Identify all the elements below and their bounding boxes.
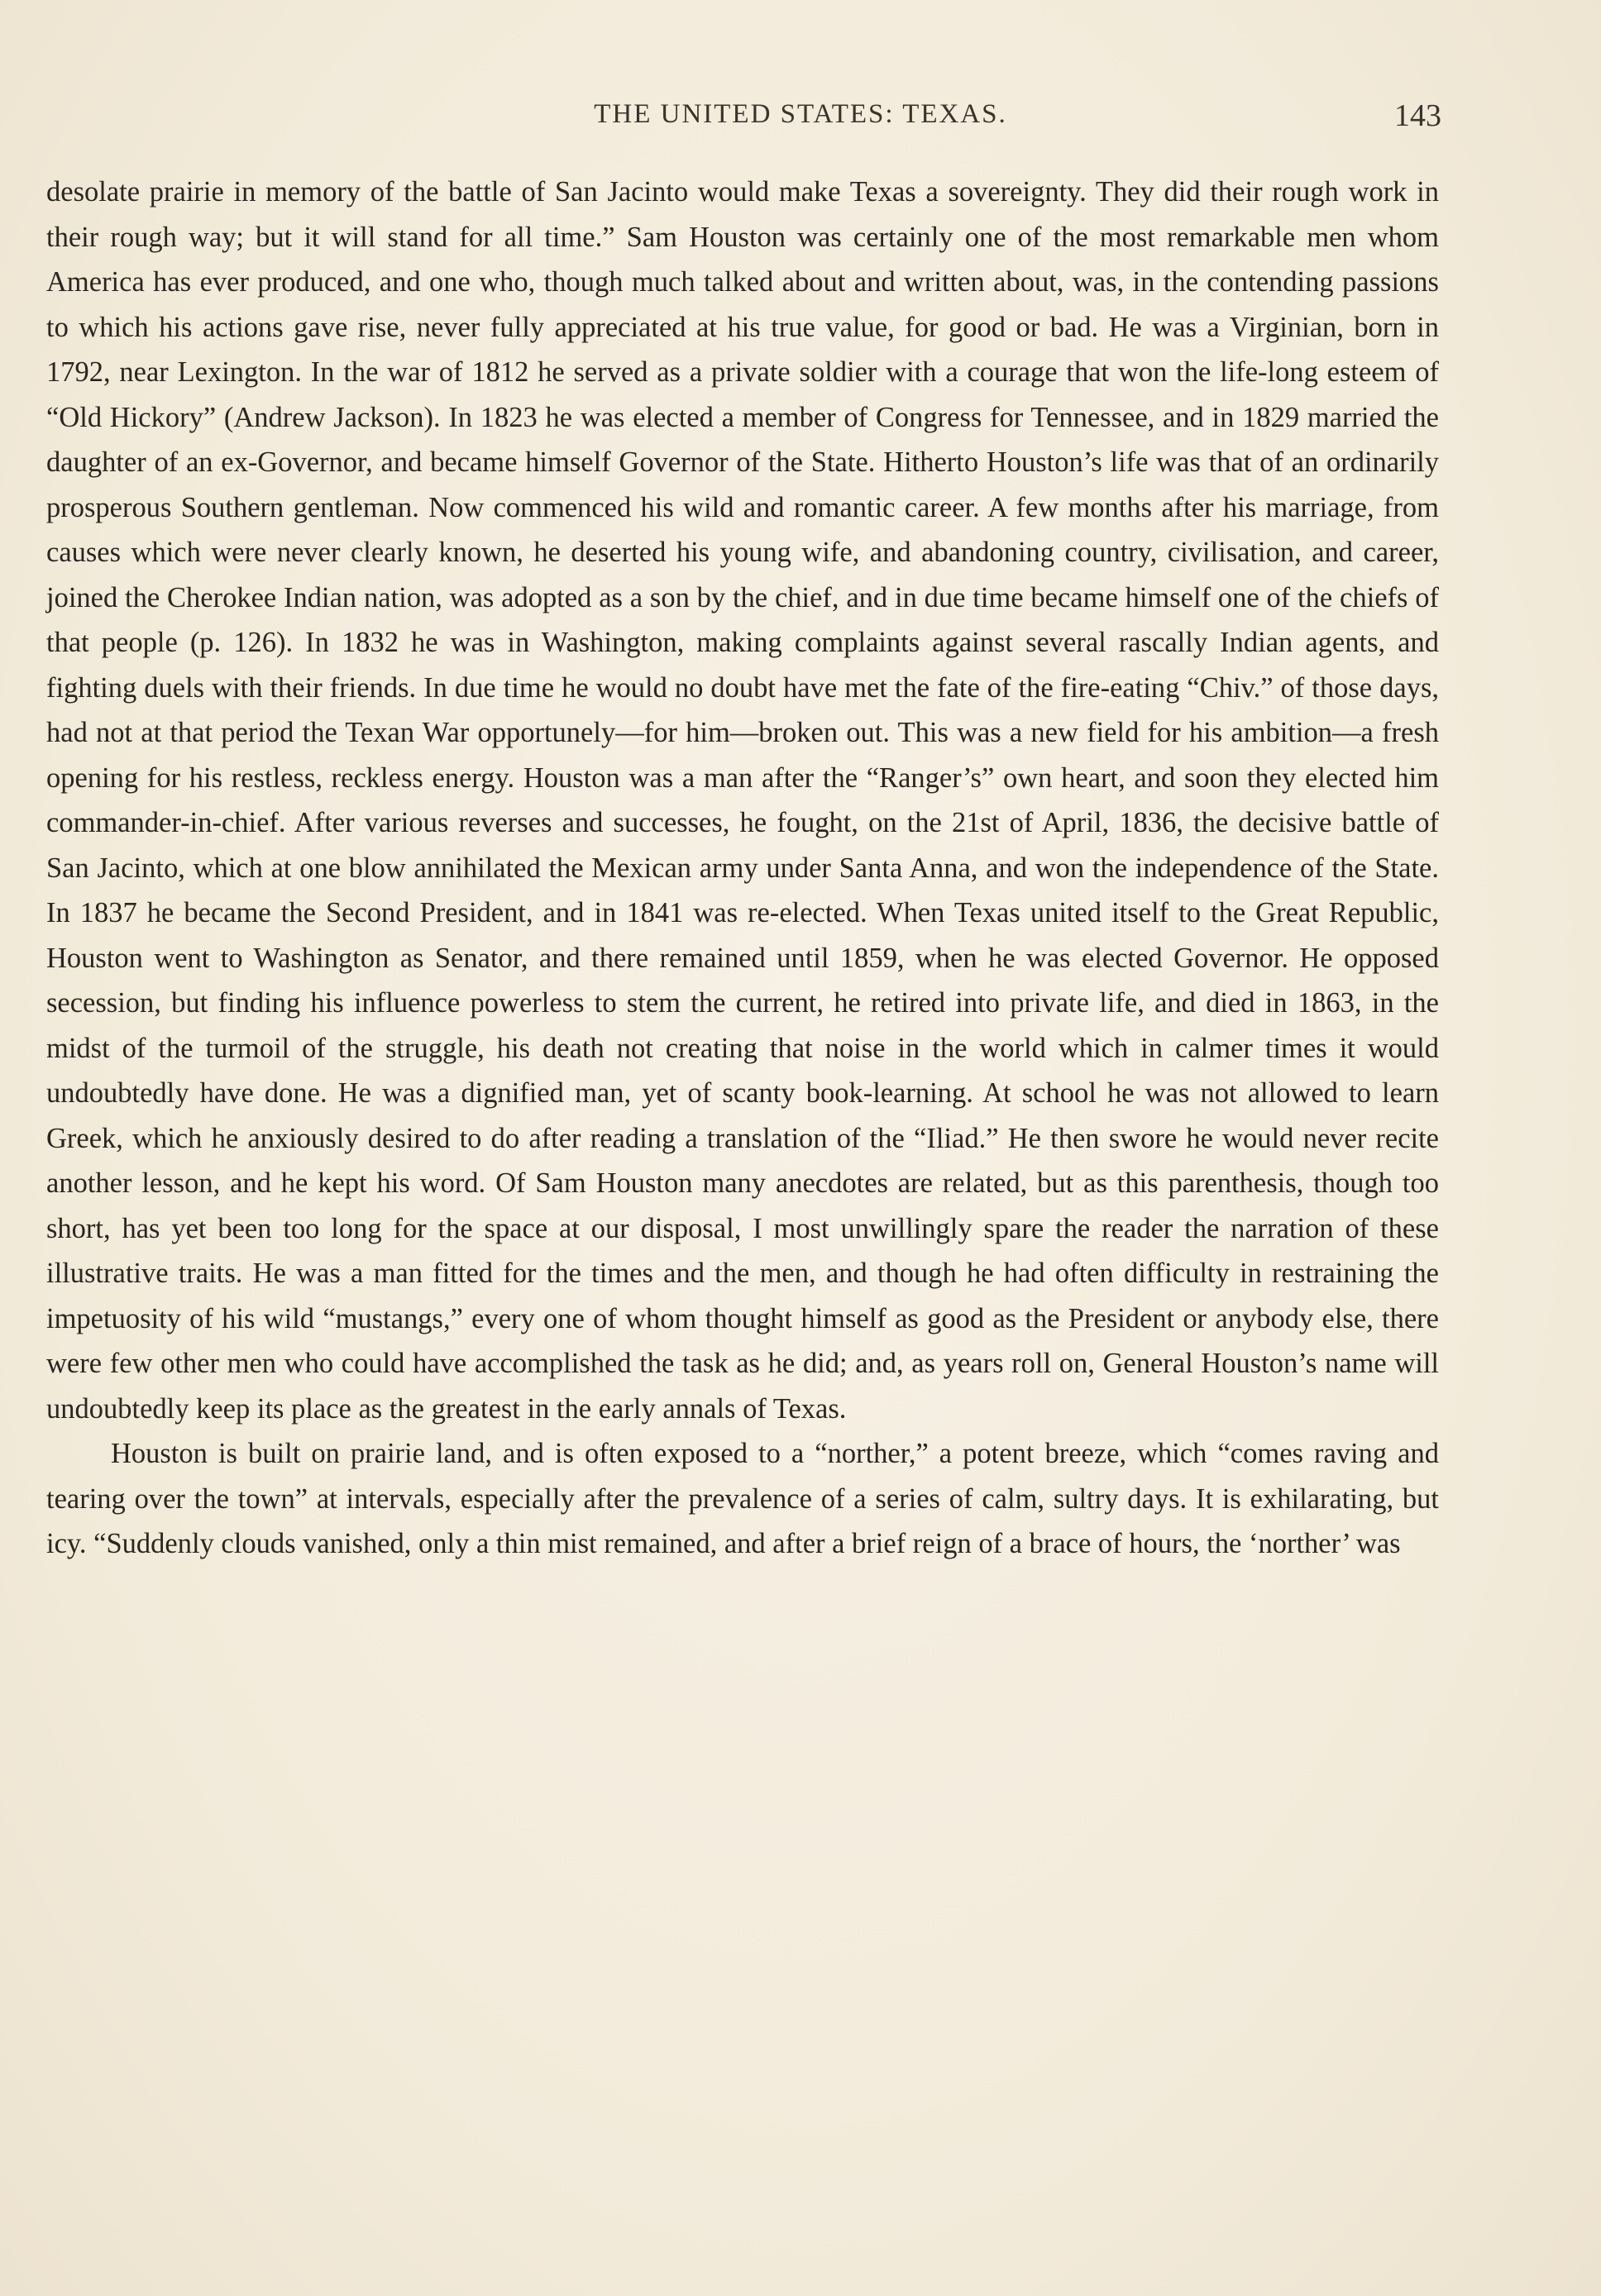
paragraph-houston-norther: Houston is built on prairie land, and is often exposed to a “norther,” a potent breeze, which “comes raving and tearing over the town” at intervals, especially after the prevalence of a series of calm, sultry days. It is exhilarating, but icy. “Suddenly clouds vanished, only a thin mist remained, and after a brief reign of a brace of hours, the ‘norther’ was — [46, 1438, 1439, 1559]
running-head: THE UNITED STATES: TEXAS. — [594, 99, 1007, 129]
page-number: 143 — [1394, 98, 1441, 133]
page-header — [0, 93, 1601, 142]
body-text — [46, 169, 1439, 1567]
paragraph-sam-houston: desolate prairie in memory of the battle of San Jacinto would make Texas a sovereignty. They did their rough work in their rough way; but it will stand for all time.” Sam Houston was certainly one of the most remarkable men whom America has ever produced, and one who, though much talked about and written about, was, in the contending passions to which his actions gave rise, never fully appreciated at his true value, for good or bad. He was a Virginian, born in 1792, near Lexington. In the war of 1812 he served as a private soldier with a courage that won the life-long esteem of “Old Hickory” (Andrew Jackson). In 1823 he was elected a member of Congress for Tennessee, and in 1829 married the daughter of an ex-Governor, and became himself Governor of the State. Hitherto Houston’s life was that of an ordinarily prosperous Southern gentleman. Now commenced his wild and romantic career. A few months after his marriage, from causes which were never clearly known, he deserted his young wife, and abandoning country, civilisation, and career, joined the Cherokee Indian nation, was adopted as a son by the chief, and in due time became himself one of the chiefs of that people (p. 126). In 1832 he was in Washington, making complaints against several rascally Indian agents, and fighting duels with their friends. In due time he would no doubt have met the fate of the fire-eating “Chiv.” of those days, had not at that period the Texan War opportunely—for him—broken out. This was a new field for his ambition—a fresh opening for his restless, reckless energy. Houston was a man after the “Ranger’s” own heart, and soon they elected him commander-in-chief. After various reverses and successes, he fought, on the 21st of April, 1836, the decisive battle of San Jacinto, which at one blow annihilated the Mexican army under Santa Anna, and won the independence of the State. In 1837 he became the Second President, and in 1841 was re-elected. When Texas united itself to the Great Republic, Houston went to Washington as Senator, and there remained until 1859, when he was elected Governor. He opposed secession, but finding his influence powerless to stem the current, he retired into private life, and died in 1863, in the midst of the turmoil of the struggle, his death not creating that noise in the world which in calmer times it would undoubtedly have done. He was a dignified man, yet of scanty book-learning. At school he was not allowed to learn Greek, which he anxiously desired to do after reading a translation of the “Iliad.” He then swore he would never recite another lesson, and he kept his word. Of Sam Houston many anecdotes are related, but as this parenthesis, though too short, has yet been too long for the space at our disposal, I most unwillingly spare the reader the narration of these illustrative traits. He was a man fitted for the times and the men, and though he had often difficulty in restraining the impetuosity of his wild “mustangs,” every one of whom thought himself as good as the President or anybody else, there were few other men who could have accomplished the task as he did; and, as years roll on, General Houston’s name will undoubtedly keep its place as the greatest in the early annals of Texas. — [46, 176, 1439, 1425]
